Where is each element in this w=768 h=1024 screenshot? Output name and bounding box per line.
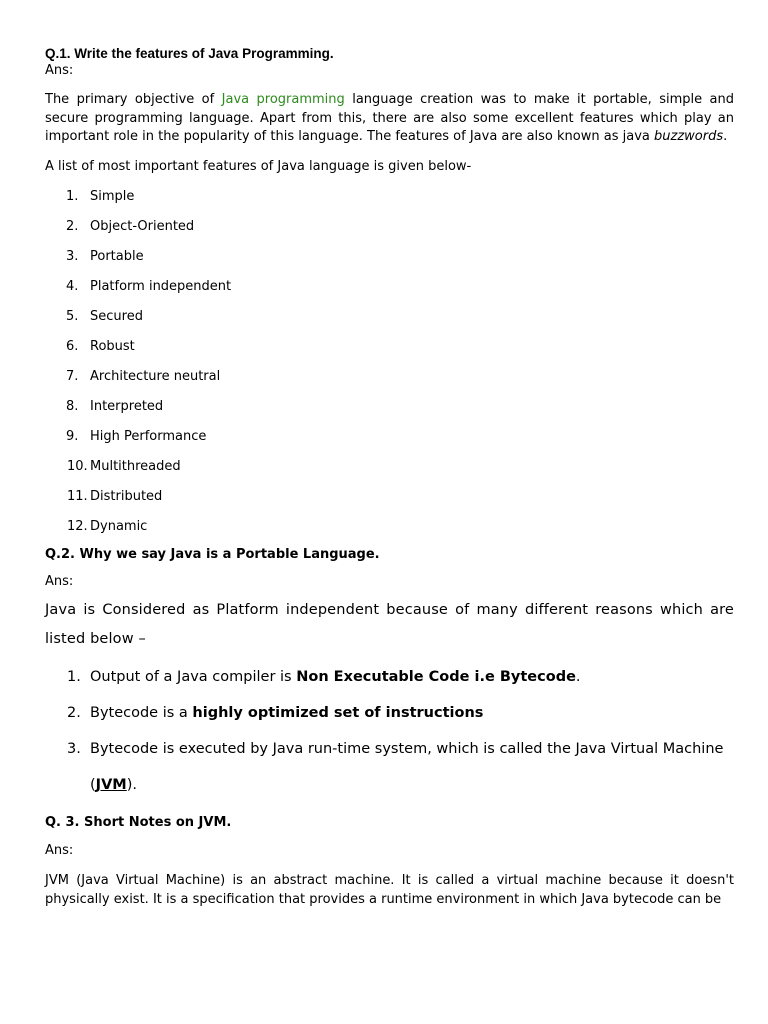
feature-text: Dynamic bbox=[90, 519, 148, 534]
jvm-underlined-bold: JVM bbox=[95, 777, 127, 793]
question-3-paragraph: JVM (Java Virtual Machine) is an abstract machine. It is called a virtual machine because it doesn't physically exist. It is a specification that provides a runtime environment in which Java bytecode can be bbox=[45, 873, 734, 907]
feature-number: 12. bbox=[67, 519, 88, 534]
reason-text bbox=[90, 695, 734, 731]
question-3-ans-label: Ans: bbox=[45, 843, 74, 858]
feature-number: 9. bbox=[66, 429, 79, 444]
features-list bbox=[45, 188, 734, 548]
feature-text: High Performance bbox=[90, 429, 207, 444]
feature-list-item bbox=[45, 248, 734, 278]
feature-list-item bbox=[45, 518, 734, 548]
reason-text-start: Bytecode is executed by Java run-time system, which is called the Java Virtual Machine ( bbox=[90, 741, 724, 793]
reason-number: 1. bbox=[67, 669, 81, 685]
intro-text-end: . bbox=[723, 129, 728, 144]
feature-list-item bbox=[45, 308, 734, 338]
feature-number: 4. bbox=[66, 279, 79, 294]
reasons-list bbox=[45, 659, 734, 803]
question-2-ans-label: Ans: bbox=[45, 574, 74, 589]
reason-text-start: Output of a Java compiler is bbox=[90, 669, 297, 685]
feature-number: 1. bbox=[66, 189, 79, 204]
feature-list-item bbox=[45, 368, 734, 398]
feature-number: 6. bbox=[66, 339, 79, 354]
buzzwords-italic: buzzwords bbox=[654, 129, 724, 144]
java-programming-link[interactable]: Java programming bbox=[221, 92, 345, 107]
reason-number: 2. bbox=[67, 705, 81, 721]
feature-number: 7. bbox=[66, 369, 79, 384]
feature-text: Object-Oriented bbox=[90, 219, 195, 234]
feature-list-item bbox=[45, 488, 734, 518]
question-1-ans-label: Ans: bbox=[45, 63, 74, 78]
features-list-intro: A list of most important features of Java language is given below- bbox=[45, 158, 472, 174]
feature-text: Interpreted bbox=[90, 399, 164, 414]
feature-list-item bbox=[45, 458, 734, 488]
question-1-intro-paragraph bbox=[45, 91, 734, 147]
reason-list-item bbox=[45, 731, 734, 803]
question-2-intro-paragraph: Java is Considered as Platform independent because of many different reasons which are listed below – bbox=[45, 602, 734, 647]
reason-text-end: . bbox=[575, 669, 581, 685]
reason-text bbox=[90, 731, 734, 803]
feature-number: 3. bbox=[66, 249, 79, 264]
reason-text-end: ). bbox=[126, 777, 137, 793]
feature-list-item bbox=[45, 428, 734, 458]
feature-text: Multithreaded bbox=[90, 459, 181, 474]
question-3-heading: Q. 3. Short Notes on JVM. bbox=[45, 815, 232, 830]
feature-list-item bbox=[45, 278, 734, 308]
feature-list-item bbox=[45, 218, 734, 248]
feature-text: Robust bbox=[90, 339, 135, 354]
feature-number: 5. bbox=[66, 309, 79, 324]
feature-number: 11. bbox=[67, 489, 88, 504]
feature-list-item bbox=[45, 398, 734, 428]
intro-text-start: The primary objective of bbox=[45, 92, 222, 107]
feature-number: 10. bbox=[67, 459, 88, 474]
feature-text: Distributed bbox=[90, 489, 163, 504]
feature-text: Architecture neutral bbox=[90, 369, 221, 384]
reason-bold-text: highly optimized set of instructions bbox=[192, 705, 484, 721]
feature-text: Secured bbox=[90, 309, 143, 324]
feature-list-item bbox=[45, 338, 734, 368]
feature-list-item bbox=[45, 188, 734, 218]
reason-text-start: Bytecode is a bbox=[90, 705, 193, 721]
document-page bbox=[45, 46, 734, 909]
reason-list-item bbox=[45, 659, 734, 695]
reason-number: 3. bbox=[67, 741, 81, 757]
feature-text: Simple bbox=[90, 189, 135, 204]
question-1-heading: Q.1. Write the features of Java Programming. bbox=[45, 46, 334, 61]
intro-text-middle: language creation was to make it portable, simple and secure programming language. Apart from this, there are also some excellent features which play an important role in the popularity of this language. The features of Java are also known as java bbox=[45, 92, 734, 144]
reason-bold-text: Non Executable Code i.e Bytecode bbox=[296, 669, 576, 685]
question-2-heading: Q.2. Why we say Java is a Portable Language. bbox=[45, 547, 380, 562]
reason-list-item bbox=[45, 695, 734, 731]
reason-text bbox=[90, 659, 734, 695]
feature-text: Portable bbox=[90, 249, 144, 264]
feature-text: Platform independent bbox=[90, 279, 232, 294]
feature-number: 8. bbox=[66, 399, 79, 414]
feature-number: 2. bbox=[66, 219, 79, 234]
